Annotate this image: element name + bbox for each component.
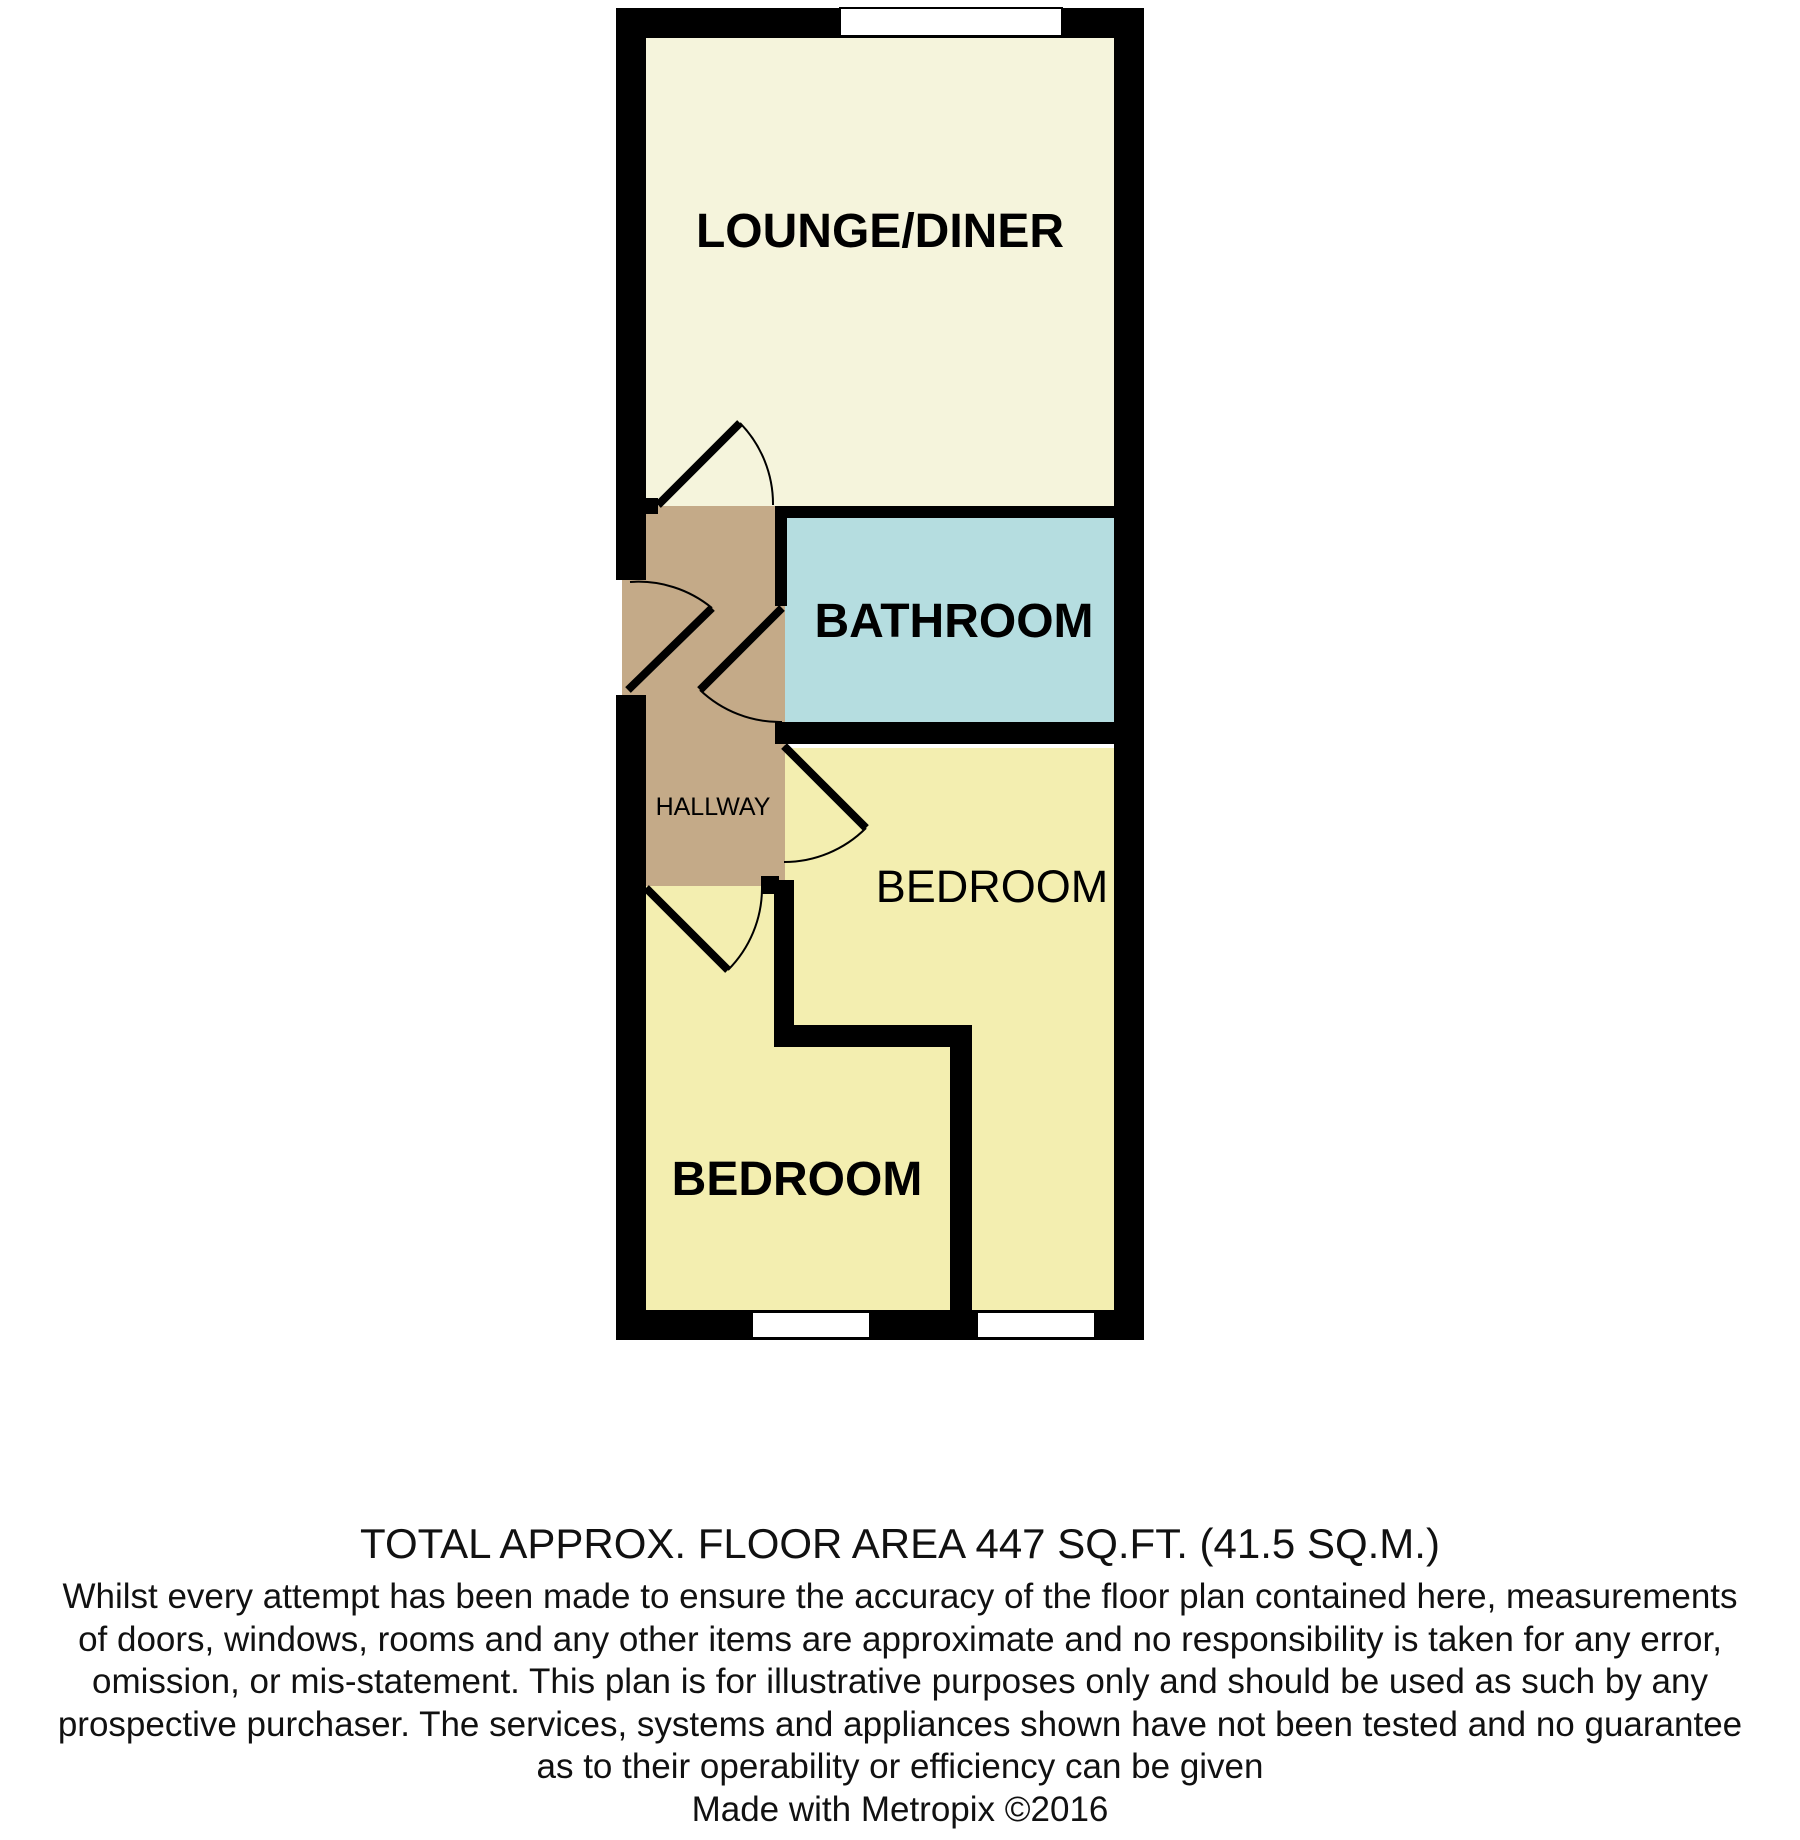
window-bottom-left — [752, 1312, 870, 1338]
window-top — [840, 8, 1062, 36]
bedroom-left-label: BEDROOM — [671, 1153, 923, 1206]
lounge-diner-label: LOUNGE/DINER — [695, 205, 1065, 258]
window-bottom-right — [977, 1312, 1095, 1338]
total-floor-area: TOTAL APPROX. FLOOR AREA 447 SQ.FT. (41.5 SQ.M.) — [360, 1520, 1440, 1567]
wall-bedroom-divider-a — [774, 880, 794, 1040]
wall-lounge-stub — [640, 498, 658, 514]
bedroom-right-label: BEDROOM — [875, 861, 1109, 912]
disclaimer-line: prospective purchaser. The services, systems and appliances shown have not been tested and no guarantee — [57, 1704, 1743, 1744]
disclaimer — [0, 1576, 1800, 1789]
wall-bathroom-left — [775, 506, 787, 606]
wall-bathroom-bottom — [775, 722, 1120, 744]
wall-bedroom-divider-b — [774, 1025, 970, 1047]
disclaimer-line: of doors, windows, rooms and any other items are approximate and no responsibility is taken for any error, — [78, 1619, 1722, 1659]
bathroom-label: BATHROOM — [814, 595, 1094, 648]
disclaimer-line: as to their operability or efficiency can be given — [536, 1747, 1264, 1786]
hallway-label: HALLWAY — [655, 793, 771, 821]
wall-bathroom-top — [775, 506, 1120, 518]
disclaimer-line: Whilst every attempt has been made to ensure the accuracy of the floor plan contained here, measurements — [62, 1577, 1738, 1616]
credit: Made with Metropix ©2016 — [691, 1789, 1109, 1829]
hallway-room — [645, 506, 785, 886]
footer — [0, 1518, 1800, 1831]
disclaimer-line: omission, or mis-statement. This plan is for illustrative purposes only and should be used as such by any — [92, 1662, 1708, 1701]
bedroom-left-room — [645, 886, 950, 1310]
wall-left-lower — [616, 695, 646, 1340]
wall-right — [1114, 8, 1144, 1340]
wall-bedroom-divider-c — [950, 1025, 972, 1315]
wall-left-upper — [616, 8, 646, 580]
lounge-diner-room — [645, 36, 1115, 506]
